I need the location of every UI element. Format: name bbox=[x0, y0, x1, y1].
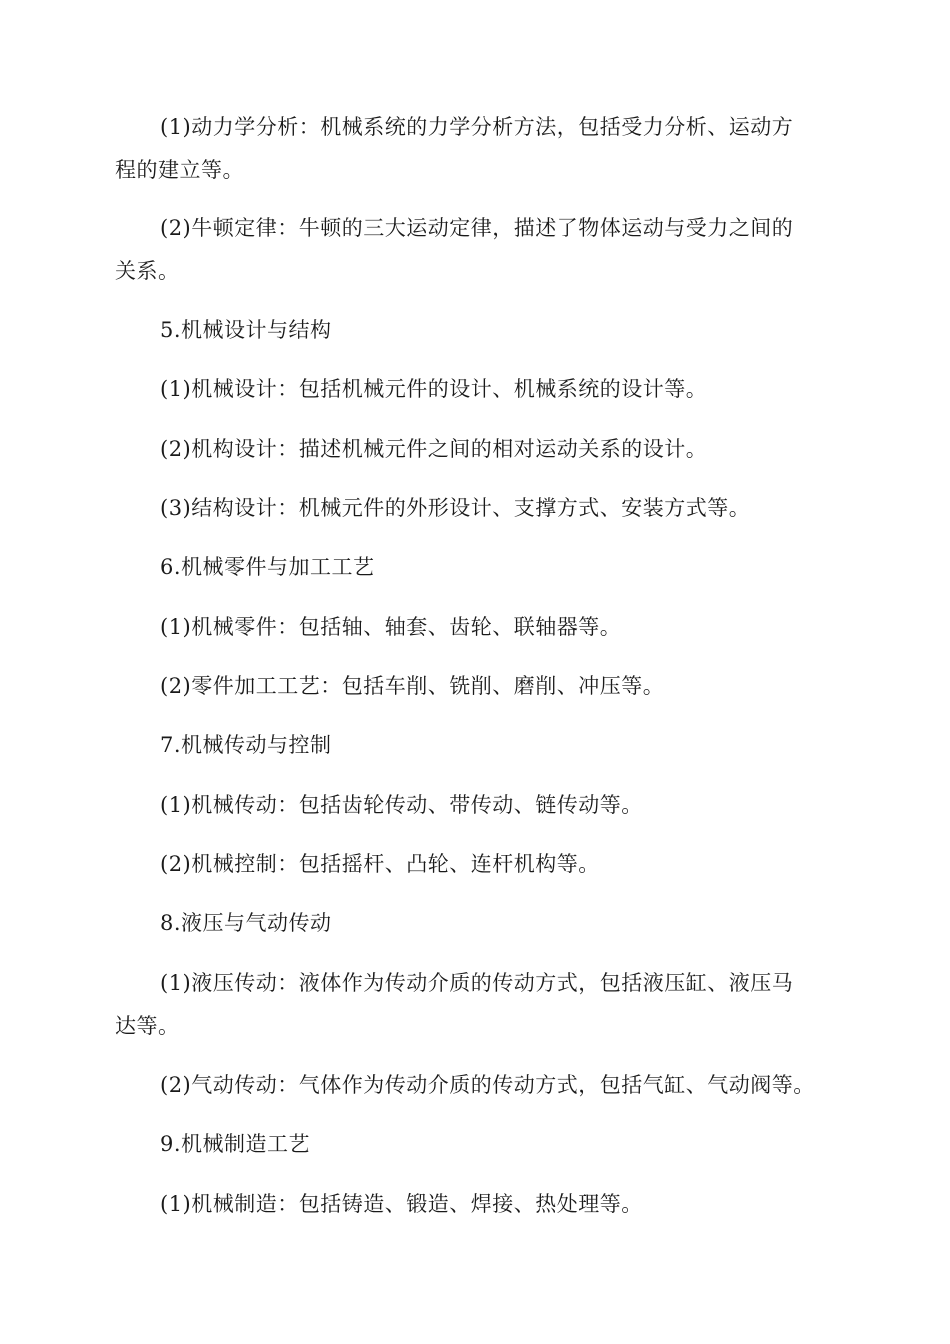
section-heading: 7.机械传动与控制 bbox=[160, 733, 332, 757]
paragraph-line: (2)气动传动：气体作为传动介质的传动方式，包括气缸、气动阀等。 bbox=[160, 1073, 815, 1097]
paragraph-line: (2)牛顿定律：牛顿的三大运动定律，描述了物体运动与受力之间的 bbox=[160, 216, 794, 240]
section-heading: 6.机械零件与加工工艺 bbox=[160, 555, 375, 579]
paragraph-line: (1)动力学分析：机械系统的力学分析方法，包括受力分析、运动方 bbox=[160, 115, 794, 139]
paragraph-line: (2)零件加工工艺：包括车削、铣削、磨削、冲压等。 bbox=[160, 674, 665, 698]
paragraph-line: (1)机械制造：包括铸造、锻造、焊接、热处理等。 bbox=[160, 1192, 643, 1216]
paragraph-line: 达等。 bbox=[115, 1014, 180, 1038]
paragraph-line: (1)机械零件：包括轴、轴套、齿轮、联轴器等。 bbox=[160, 615, 622, 639]
paragraph-line: (3)结构设计：机械元件的外形设计、支撑方式、安装方式等。 bbox=[160, 496, 751, 520]
paragraph-line: (1)机械传动：包括齿轮传动、带传动、链传动等。 bbox=[160, 793, 643, 817]
paragraph-line: 程的建立等。 bbox=[115, 158, 244, 182]
section-heading: 5.机械设计与结构 bbox=[160, 318, 332, 342]
section-heading: 8.液压与气动传动 bbox=[160, 911, 332, 935]
paragraph-line: (2)机械控制：包括摇杆、凸轮、连杆机构等。 bbox=[160, 852, 600, 876]
paragraph-line: (1)液压传动：液体作为传动介质的传动方式，包括液压缸、液压马 bbox=[160, 971, 794, 995]
paragraph-line: (1)机械设计：包括机械元件的设计、机械系统的设计等。 bbox=[160, 377, 708, 401]
paragraph-line: 关系。 bbox=[115, 259, 180, 283]
paragraph-line: (2)机构设计：描述机械元件之间的相对运动关系的设计。 bbox=[160, 437, 708, 461]
section-heading: 9.机械制造工艺 bbox=[160, 1132, 311, 1156]
